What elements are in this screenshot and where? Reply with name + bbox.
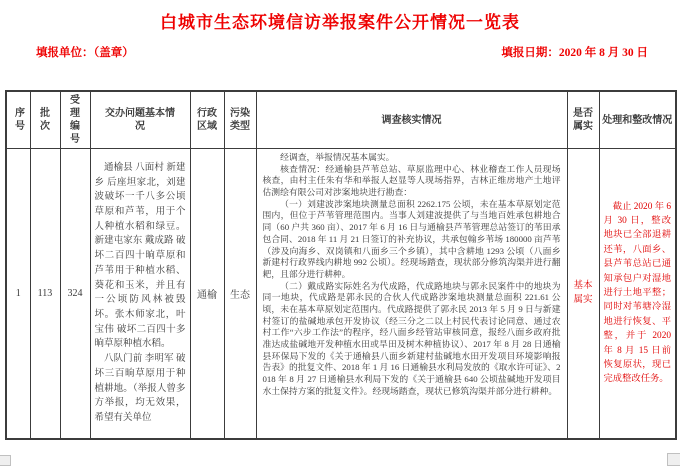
page-corner-artifact [667,453,680,466]
problem-paragraph: 八队门前 李明军 破坏三百晌草原用于种植耕地。（举报人曾多方举报，均无效果，希望有关单位 [94,354,186,423]
investigation-paragraph: 核查情况：经通榆县芦苇总站、草原监理中心、林业稽查工作人员现场核查，由村主任朱有华和举报人赵显等人现场指界，吉林正维房地产土地评估测绘有限公司对涉案地块进行勘查： [262,163,561,198]
handling-paragraph: 截止 2020 年 6 月 30 日，整改地块已全部退耕还苇，八面乡、县芦苇总站已通知承包户对湿地进行土地平整；同时对苇塘冷湿地进行恢复、平整，并于 2020 年 8 月 15 日前恢复原状，现已完成整改任务。 [603,201,671,385]
investigation-paragraph: （一）刘建波涉案地块测量总面积 2262.175 公顷，未在基本草原划定范围内，但位于芦苇管理范围内。当事人刘建波提供了与当地百姓承包耕地合同（60 户共 360 亩）、2017 年 6 月 16 日与通榆县芦苇管理总站签订的苇田承包合同、2018 年 11 月 21 日签订的补充协议，共承包翰乡苇场 180000 亩芦苇（涉及向海乡、双岗镇和八面乡三个乡镇），其中含耕地 1293 公顷（八面乡新建村行政界线内耕地 992 公顷）。经现场踏查，现状部分修筑沟渠并进行翻耙，且部分进行耕种。 [262,198,561,279]
page-corner-artifact [0,455,11,466]
col-header-investigation: 调查核实情况 [256,91,567,149]
cell-pollution-type: 生态 [224,149,256,439]
cell-seq: 1 [6,149,30,439]
cell-problem [90,149,190,439]
investigation-paragraph: 经调查，举报情况基本属实。 [280,152,395,162]
header-row [6,91,676,149]
col-header-seq: 序号 [6,91,30,149]
cell-batch: 113 [30,149,60,439]
report-date-label: 填报日期：2020 年 8 月 30 日 [501,47,648,59]
problem-paragraph: 通榆县 八面村 新建乡 后座坦家北，刘建波破坏一千八多公顷草原和芦苇，用于个人种植水稻和绿豆。新建屯家东 戴成路 破坏二百四十晌草原和芦苇用于种植水稻、葵花和玉米，并且有一公顷防风林被毁坏。张木师家北，叶宝伟 破坏二百四十多晌草原种植水稻。 [94,162,186,350]
cases-table [5,90,677,440]
document-page [0,8,680,464]
col-header-handling: 处理和整改情况 [599,91,676,149]
cell-handling [599,149,676,439]
cell-region: 通榆 [190,149,224,439]
report-unit-label: 填报单位：（盖章） [36,47,134,59]
col-header-region: 行政区域 [190,91,224,149]
cell-verified: 基本属实 [567,149,599,439]
col-header-problem: 交办问题基本情况 [90,91,190,149]
col-header-case-no: 受理编号 [60,91,90,149]
col-header-batch: 批次 [30,91,60,149]
report-meta-row [0,44,680,60]
col-header-verified: 是否属实 [567,91,599,149]
page-title: 白城市生态环境信访举报案件公开情况一览表 [160,13,520,32]
cell-investigation [256,149,567,439]
cell-case-no: 324 [60,149,90,439]
table-row [6,149,676,439]
col-header-pollution-type: 污染类型 [224,91,256,149]
investigation-paragraph: （二）戴成路实际姓名为代成路，代成路地块与郭永民案件中的地块为同一地块，代成路是郭永民的合伙人代成路涉案地块测量总面积 221.61 公顷，未在基本草原划定范围内。代成路提供了郭永民 2013 年 5 月 9 日与新建村签订的盐碱地承包开发协议（经三分之二以上村民代表讨论同意、通过农村工作“六步工作法”的程序，经八面乡经管站审核同意，报经八面乡政府批准达成盐碱地开发种植水田或旱田及树木种植协议）、2017 年 8 月 28 日通榆县环保局下发的《关于通榆县八面乡新建村盐碱地水田开发项目环境影响报告表》的批复文件、2018 年 1 月 16 日通榆县水利局发放的《取水许可证》、2018 年 8 月 27 日通榆县水利局下发的《关于通榆县 640 公顷盐碱地开发项目水土保持方案的批复文件》。经现场踏查，现状已修筑沟渠并部分进行耕种。 [262,280,561,396]
